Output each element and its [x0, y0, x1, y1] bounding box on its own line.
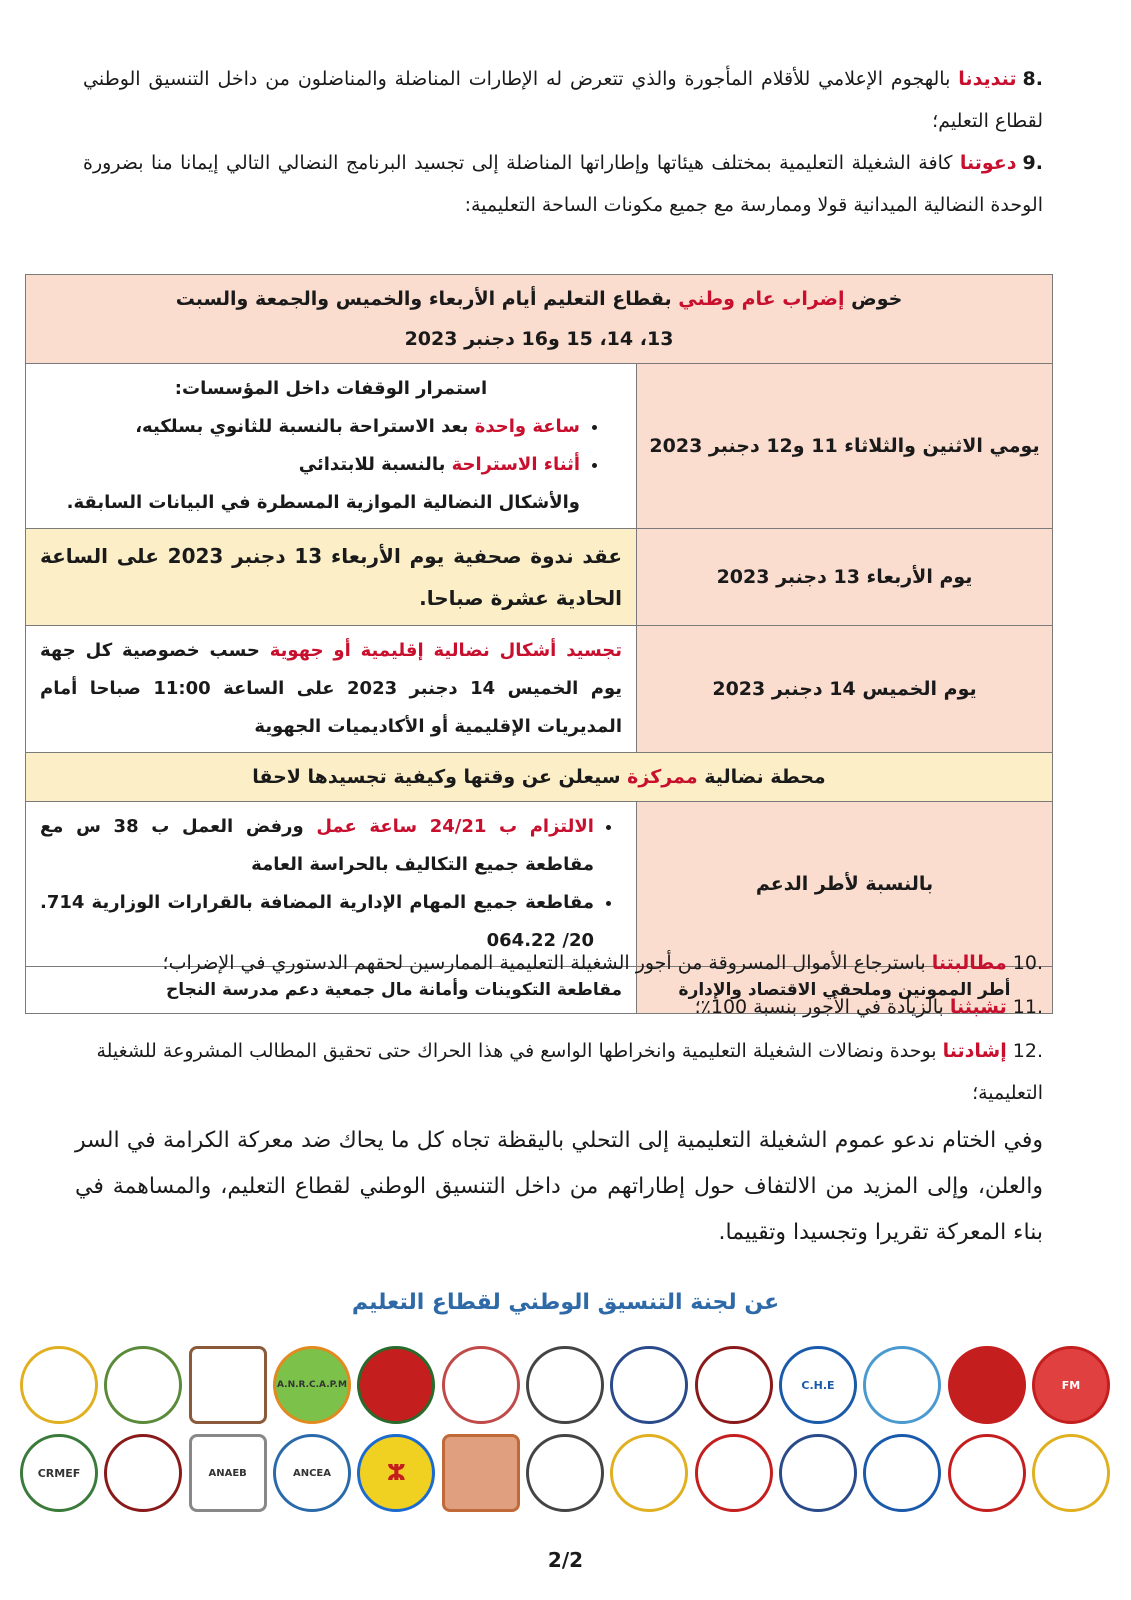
row4-pre: محطة نضالية [697, 766, 826, 788]
row-content [26, 626, 637, 753]
item-highlight: إشادتنا [942, 1040, 1007, 1062]
union-logo-icon [526, 1434, 604, 1512]
item-highlight: تشبثنا [949, 996, 1007, 1018]
union-logo-icon: C.H.E [779, 1346, 857, 1424]
union-logo-icon [20, 1346, 98, 1424]
bullet-text: بعد الاستراحة بالنسبة للثانوي بسلكيه، [135, 416, 475, 437]
bullet-text: بالنسبة للابتدائي [298, 454, 452, 475]
item-highlight: دعوتنا [959, 152, 1017, 174]
union-logo-icon: ⵣ [357, 1434, 435, 1512]
program-table [25, 274, 1053, 1014]
row-content: عقد ندوة صحفية يوم الأربعاء 13 دجنبر 2023 على الساعة الحادية عشرة صباحا. [26, 529, 637, 626]
item-number: .10 [1012, 952, 1043, 974]
closing-paragraph: وفي الختام ندعو عموم الشغيلة التعليمية إلى التحلي باليقظة تجاه كل ما يحاك ضد معركة الكرامة في السر والعلن، وإلى المزيد من الالتفاف حول إطاراتهم من داخل التنسيق الوطني لقطاع التعليم، والمساهمة في بناء المعركة تقريرا وتجسيدا وتقييما. [75, 1128, 1043, 1245]
union-logo-icon [442, 1346, 520, 1424]
union-logo-icon [610, 1346, 688, 1424]
item-highlight: تنديدنا [958, 68, 1017, 90]
logos-row-1 [20, 1346, 1110, 1424]
bullet-highlight: أثناء الاستراحة [451, 454, 580, 475]
row-content: مقاطعة التكوينات وأمانة مال جمعية دعم مدرسة النجاح [26, 967, 637, 1014]
header-highlight: إضراب عام وطني [678, 288, 845, 310]
bullet-highlight: ساعة واحدة [474, 416, 580, 437]
row4-post: سيعلن عن وقتها وكيفية تجسيدها لاحقا [252, 766, 628, 788]
header-pre: خوض [844, 288, 903, 310]
item-number: .9 [1022, 152, 1043, 174]
item-11 [83, 986, 1043, 1028]
item-text: بوحدة ونضالات الشغيلة التعليمية وانخراطها الواسع في هذا الحراك حتى تحقيق المطالب المشروعة للشغيلة التعليمية؛ [96, 1040, 1043, 1104]
row-label: أطر الممونين وملحقي الاقتصاد والإدارة [637, 967, 1053, 1014]
bullet-text: ورفض العمل ب 38 س مع مقاطعة جميع التكاليف بالحراسة العامة [40, 816, 594, 875]
item-text: كافة الشغيلة التعليمية بمختلف هيئاتها وإطاراتها المناضلة إلى تجسيد البرنامج النضالي التالي إيمانا منا بضرورة الوحدة النضالية الميدانية قولا وممارسة مع جميع مكونات الساحة التعليمية: [83, 152, 1043, 216]
item-text: بالهجوم الإعلامي للأقلام المأجورة والذي تتعرض له الإطارات المناضلة والمناضلون من داخل التنسيق الوطني لقطاع التعليم؛ [83, 68, 1043, 132]
row4-highlight: ممركزة [627, 766, 698, 788]
union-logo-icon [1032, 1434, 1110, 1512]
union-logo-icon [863, 1346, 941, 1424]
union-logo-icon [357, 1346, 435, 1424]
union-logo-icon: ANAEB [189, 1434, 267, 1512]
list-item [40, 408, 580, 446]
union-logo-icon [948, 1346, 1026, 1424]
row-label: يوم الخميس 14 دجنبر 2023 [637, 626, 1053, 753]
union-logo-icon [104, 1346, 182, 1424]
item-8 [83, 58, 1043, 142]
row1-outro: والأشكال النضالية الموازية المسطرة في البيانات السابقة. [66, 492, 580, 513]
row-label: بالنسبة لأطر الدعم [637, 802, 1053, 967]
row3-text: حسب خصوصية كل جهة يوم الخميس 14 دجنبر 2023 على الساعة 11:00 صباحا أمام المديريات الإقليمية أو الأكاديميات الجهوية [40, 640, 623, 737]
row-label: يوم الأربعاء 13 دجنبر 2023 [637, 529, 1053, 626]
union-logo-icon [526, 1346, 604, 1424]
union-logo-icon [863, 1434, 941, 1512]
union-logo-icon [695, 1434, 773, 1512]
logos-row-2 [20, 1434, 1110, 1512]
item-number: .8 [1022, 68, 1043, 90]
union-logo-icon [442, 1434, 520, 1512]
item-number: .12 [1012, 1040, 1043, 1062]
item-text: باسترجاع الأموال المسروقة من أجور الشغيلة التعليمية الممارسين لحقهم الدستوري في الإضراب؛ [162, 952, 932, 974]
item-10 [83, 942, 1043, 984]
row1-intro: استمرار الوقفات داخل المؤسسات: [174, 378, 488, 399]
union-logo-icon: FM [1032, 1346, 1110, 1424]
item-12 [83, 1030, 1043, 1114]
row-content [26, 364, 637, 529]
header-dates: 13، 14، 15 و16 دجنبر 2023 [404, 328, 674, 350]
union-logo-icon [104, 1434, 182, 1512]
header-post: بقطاع التعليم أيام الأربعاء والخميس والجمعة والسبت [175, 288, 679, 310]
union-logo-icon: CRMEF [20, 1434, 98, 1512]
list-item [40, 446, 580, 484]
strike-header [26, 275, 1053, 364]
bullet-highlight: الالتزام ب 24/21 ساعة عمل [316, 816, 594, 837]
central-station-row [26, 753, 1053, 802]
row3-highlight: تجسيد أشكال نضالية إقليمية أو جهوية [269, 640, 622, 661]
item-number: .11 [1012, 996, 1043, 1018]
list-item [40, 808, 594, 884]
union-logo-icon [779, 1434, 857, 1512]
row-label: يومي الاثنين والثلاثاء 11 و12 دجنبر 2023 [637, 364, 1053, 529]
row5-list [40, 808, 622, 960]
page-number: 2/2 [547, 1548, 584, 1572]
union-logo-icon [189, 1346, 267, 1424]
union-logo-icon [948, 1434, 1026, 1512]
item-text: بالزيادة في الأجور بنسبة 100٪؛ [694, 996, 950, 1018]
union-logo-icon: A.N.R.C.A.P.M [273, 1346, 351, 1424]
item-highlight: مطالبتنا [931, 952, 1007, 974]
union-logo-icon [610, 1434, 688, 1512]
union-logo-icon [695, 1346, 773, 1424]
signature: عن لجنة التنسيق الوطني لقطاع التعليم [351, 1290, 780, 1315]
bullet-text: مقاطعة جميع المهام الإدارية المضافة بالقرارات الوزارية 714. 20/ 064.22 [40, 892, 594, 951]
union-logo-icon: ANCEA [273, 1434, 351, 1512]
item-9 [83, 142, 1043, 226]
row1-list [40, 408, 622, 484]
